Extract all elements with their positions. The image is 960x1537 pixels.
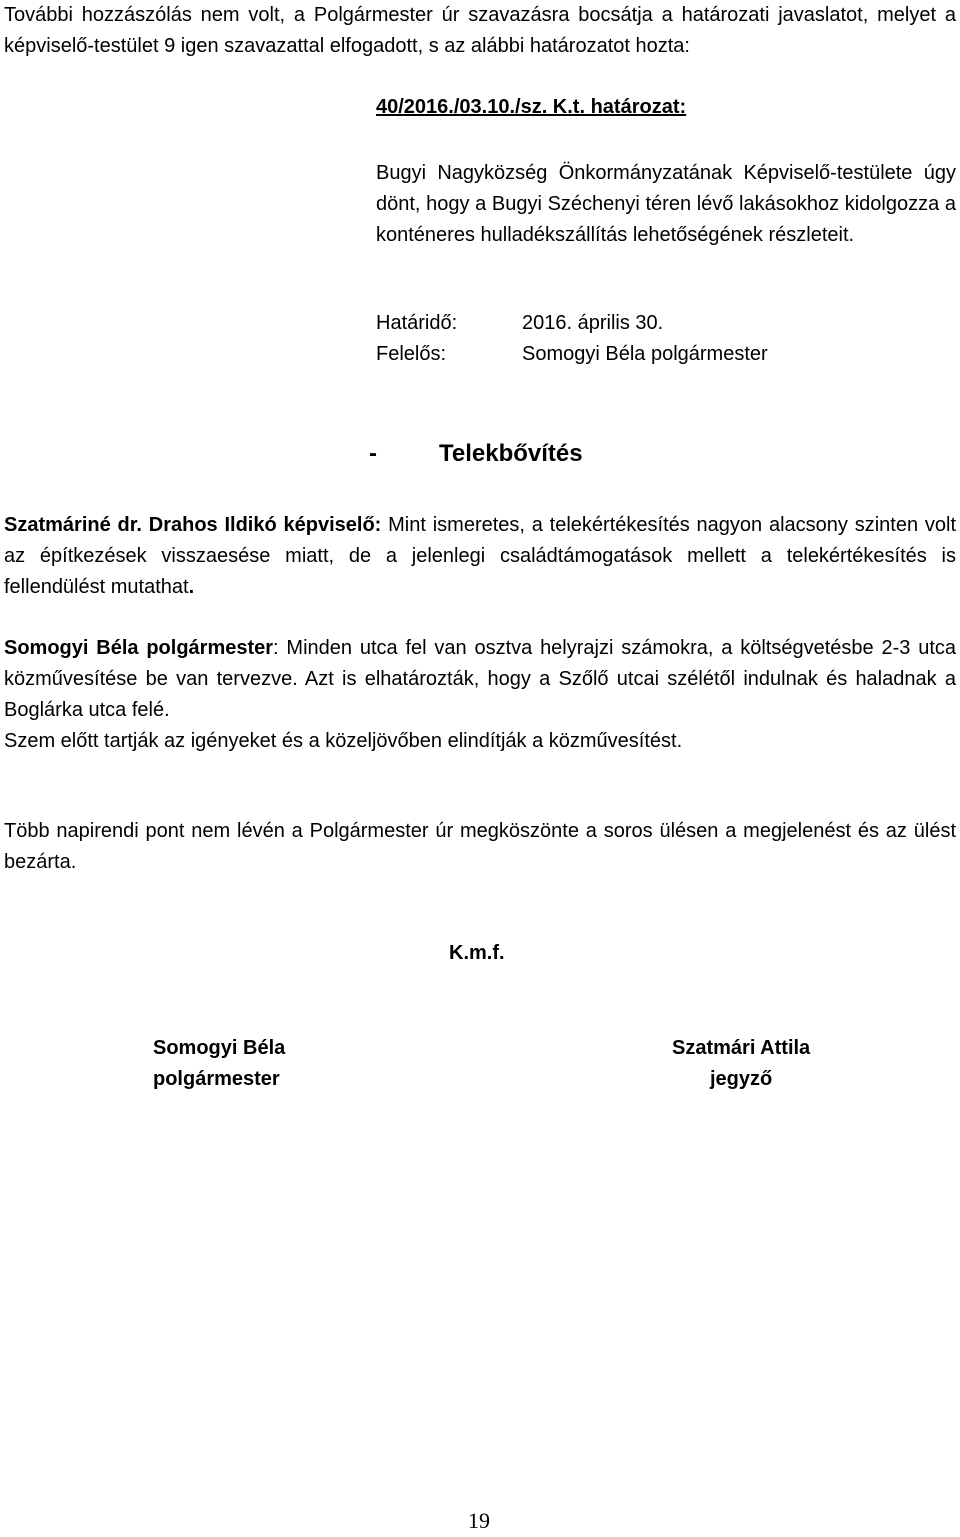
signature-name: Szatmári Attila xyxy=(672,1037,811,1059)
resolution-number: 40/2016./03.10./sz. K.t. határozat: xyxy=(376,96,687,118)
section-heading xyxy=(369,440,583,468)
paragraph-somogyi xyxy=(4,633,956,726)
speaker-name: Szatmáriné dr. Drahos Ildikó képviselő: xyxy=(4,514,382,536)
section-dash: - xyxy=(369,440,377,467)
signature-mayor xyxy=(153,1033,285,1095)
deadline-row xyxy=(376,312,663,335)
paragraph-end: . xyxy=(188,576,195,598)
deadline-label: Határidő: xyxy=(376,312,458,334)
signature-title: jegyző xyxy=(709,1068,773,1090)
paragraph-text: : Minden utca fel van osztva helyrajzi számokra, a költségvetésbe 2-3 utca közművesítése be van tervezve. Azt is elhatározták, hogy a Szőlő utcai szélétől indulnak és haladnak a Boglárka utca felé. xyxy=(4,637,956,721)
speaker-name: Somogyi Béla polgármester xyxy=(4,637,274,659)
deadline-value: 2016. április 30. xyxy=(522,312,664,334)
kmf-label: K.m.f. xyxy=(449,942,505,964)
page-number: 19 xyxy=(468,1508,490,1533)
intro-paragraph: További hozzászólás nem volt, a Polgármester úr szavazásra bocsátja a határozati javaslatot, melyet a képviselő-testület 9 igen szavazattal elfogadott, s az alábbi határozatot hozta: xyxy=(4,4,956,57)
paragraph-continuation: Szem előtt tartják az igényeket és a közeljövőben elindítják a közművesítést. xyxy=(4,730,683,752)
resolution-body: Bugyi Nagyközség Önkormányzatának Képviselő-testülete úgy dönt, hogy a Bugyi Széchenyi téren lévő lakásokhoz kidolgozza a konténeres hulladékszállítás lehetőségének részleteit. xyxy=(376,162,956,246)
paragraph-text: Mint ismeretes, a telekértékesítés nagyon alacsony szinten volt az építkezések visszaesése miatt, de a jelenlegi családtámogatások mellett a telekértékesítés is fellendülést mutathat xyxy=(4,514,957,598)
responsible-row xyxy=(376,343,768,366)
paragraph-drahos xyxy=(4,510,956,603)
signature-notary xyxy=(672,1033,810,1095)
responsible-label: Felelős: xyxy=(376,343,447,365)
signature-title: polgármester xyxy=(153,1068,280,1090)
responsible-value: Somogyi Béla polgármester xyxy=(522,343,768,365)
signature-name: Somogyi Béla xyxy=(153,1037,286,1059)
section-title: Telekbővítés xyxy=(439,440,583,467)
paragraph-closing: Több napirendi pont nem lévén a Polgármester úr megköszönte a soros ülésen a megjelenést és az ülést bezárta. xyxy=(4,820,956,873)
